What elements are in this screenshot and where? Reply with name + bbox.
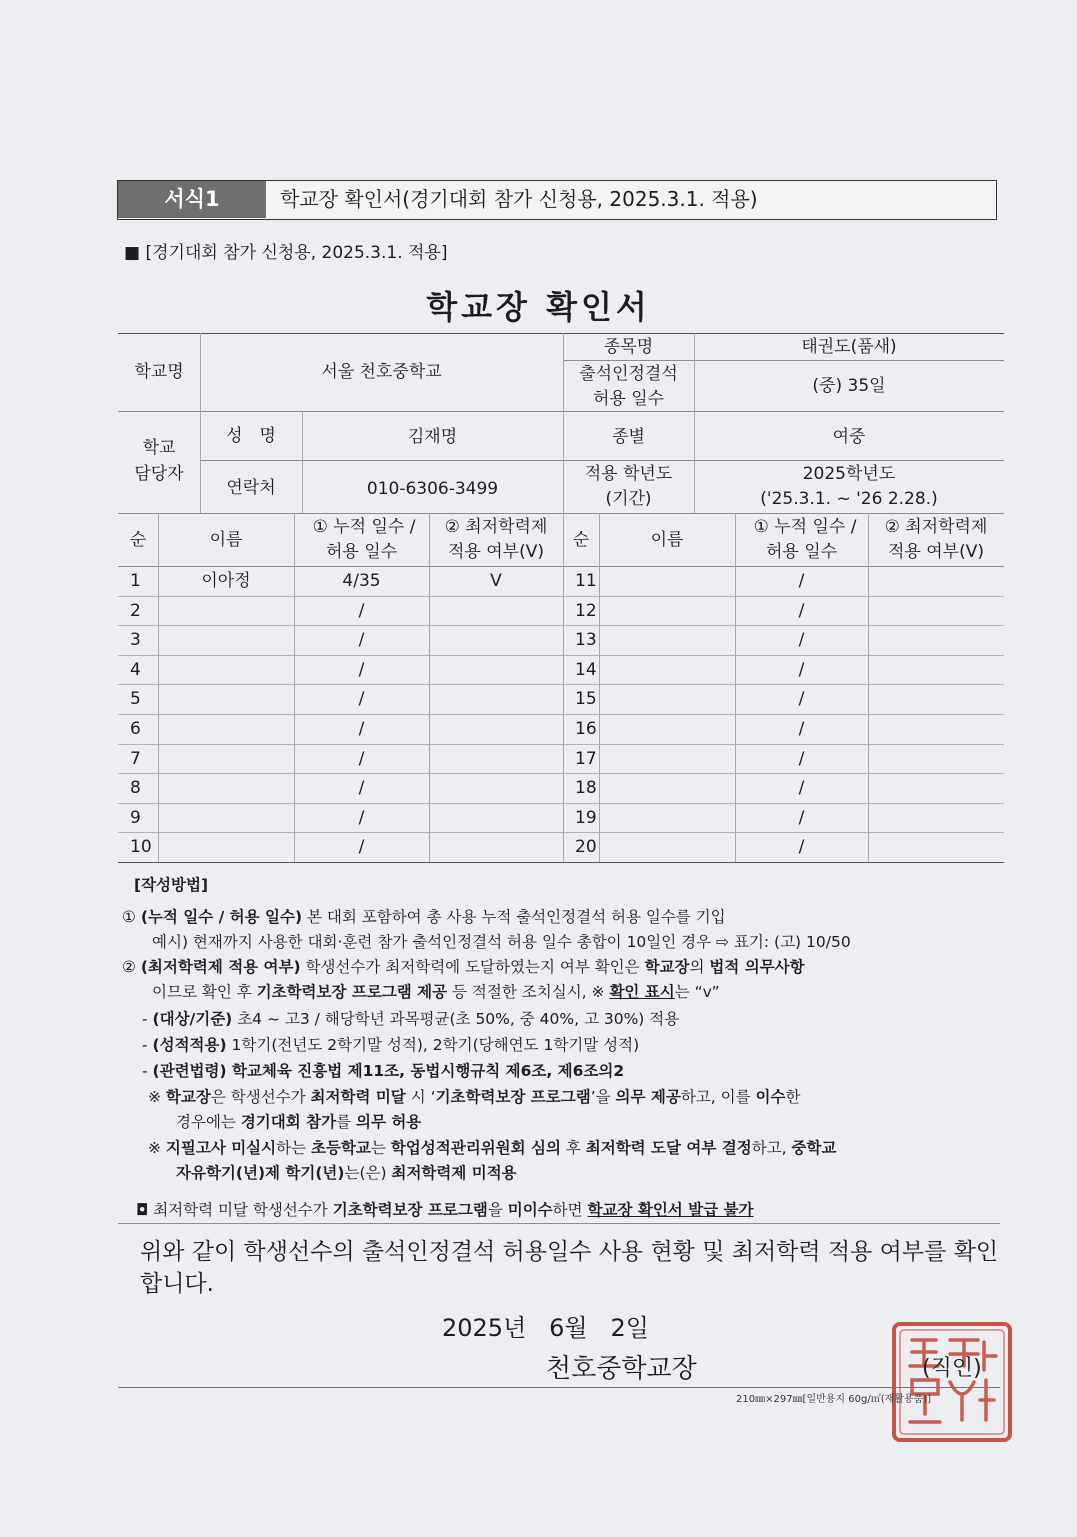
instruction-line: - (관련법령) 학교체육 진흥법 제11조, 동법시행규칙 제6조, 제6조의2 <box>142 1062 625 1080</box>
year-value-line1: 2025학년도 <box>802 464 896 484</box>
cell-no: 10 <box>130 837 152 857</box>
cell-days: / <box>798 689 805 709</box>
col-header-days-right-line1: ① 누적 일수 / <box>753 517 857 537</box>
col-header-days-left-line1: ① 누적 일수 / <box>312 517 416 537</box>
cell-no: 1 <box>130 571 141 591</box>
col-header-min-left-line1: ② 최저학력제 <box>444 517 548 537</box>
year-label-line2: (기간) <box>605 489 652 509</box>
gender-label: 종별 <box>612 427 645 447</box>
cell-min <box>868 803 1004 833</box>
cell-days: / <box>798 601 805 621</box>
cell-min <box>429 684 563 714</box>
cell-days: / <box>798 630 805 650</box>
official-seal-stamp <box>888 1318 1016 1446</box>
cell-days: 4/35 <box>342 571 381 591</box>
cell-min <box>868 714 1004 744</box>
cell-name <box>158 684 294 714</box>
cell-no: 18 <box>575 778 597 798</box>
cell-no: 13 <box>575 630 597 650</box>
col-header-min-right-line2: 적용 여부(V) <box>888 542 984 562</box>
cell-name <box>158 655 294 685</box>
manager-name-label: 성 명 <box>226 426 276 446</box>
gender-value: 여중 <box>832 427 866 447</box>
col-header-min-right-line1: ② 최저학력제 <box>884 517 988 537</box>
cell-name <box>158 596 294 626</box>
school-name-label: 학교명 <box>134 362 184 382</box>
col-header-days-left-line2: 허용 일수 <box>325 542 398 562</box>
cell-name <box>599 655 735 685</box>
manager-label-line1: 학교 <box>142 438 176 458</box>
cell-min <box>868 684 1004 714</box>
cell-min <box>429 744 563 774</box>
cell-days: / <box>358 719 365 739</box>
allowance-value: (중) 35일 <box>812 376 886 396</box>
cell-name <box>599 566 735 596</box>
cell-min <box>868 596 1004 626</box>
cell-no: 8 <box>130 778 141 798</box>
instructions-heading: [작성방법] <box>134 876 209 894</box>
cell-min <box>868 655 1004 685</box>
cell-name <box>158 773 294 803</box>
cell-days: / <box>358 778 365 798</box>
col-header-name-right: 이름 <box>650 530 684 550</box>
col-header-min-left-line2: 적용 여부(V) <box>448 542 544 562</box>
cell-name <box>599 714 735 744</box>
cell-name <box>599 744 735 774</box>
allowance-label-line1: 출석인정결석 <box>579 364 678 384</box>
form-number-tag: 서식1 <box>118 181 266 218</box>
instruction-warning: ◘ 최저학력 미달 학생선수가 기초학력보장 프로그램을 미이수하면 학교장 확인서 발급 불가 <box>136 1201 754 1219</box>
cell-name: 이아정 <box>201 571 251 591</box>
cell-no: 5 <box>130 689 141 709</box>
cell-no: 11 <box>575 571 597 591</box>
cell-no: 17 <box>575 749 597 769</box>
cell-name <box>158 625 294 655</box>
cell-min: V <box>490 571 502 591</box>
col-header-days-right-line2: 허용 일수 <box>765 542 838 562</box>
cell-name <box>158 803 294 833</box>
cell-min <box>429 714 563 744</box>
cell-no: 19 <box>575 808 597 828</box>
cell-name <box>158 832 294 862</box>
cell-min <box>429 625 563 655</box>
year-label-line1: 적용 학년도 <box>584 464 673 484</box>
cell-days: / <box>358 749 365 769</box>
cell-days: / <box>358 837 365 857</box>
cell-days: / <box>798 719 805 739</box>
seal-label: (직인) <box>922 1356 982 1381</box>
cell-name <box>599 596 735 626</box>
col-header-no-right: 순 <box>572 530 590 550</box>
cell-min <box>868 773 1004 803</box>
allowance-label-line2: 허용 일수 <box>592 389 665 409</box>
cell-name <box>599 803 735 833</box>
cell-days: / <box>358 689 365 709</box>
form-header <box>117 180 997 220</box>
instruction-line: - (성적적용) 1학기(전년도 2학기말 성적), 2학기(당해연도 1학기말 성적) <box>142 1036 640 1054</box>
cell-min <box>429 596 563 626</box>
cell-name <box>599 773 735 803</box>
cell-min <box>429 832 563 862</box>
manager-name-value: 김재명 <box>407 427 458 447</box>
instruction-line: 이므로 확인 후 기초학력보장 프로그램 제공 등 적절한 조치실시, ※ 확인 표시는 “v” <box>152 983 720 1001</box>
cell-no: 15 <box>575 689 597 709</box>
instruction-line: ※ 지필고사 미실시하는 초등학교는 학업성적관리위원회 심의 후 최저학력 도달 여부 결정하고, 중학교 <box>148 1139 837 1157</box>
col-header-no-left: 순 <box>129 530 147 550</box>
signer-title: 천호중학교장 <box>546 1354 697 1384</box>
instruction-line: 경우에는 경기대회 참가를 의무 허용 <box>176 1113 422 1131</box>
cell-min <box>868 625 1004 655</box>
instruction-line: ① (누적 일수 / 허용 일수) 본 대회 포함하여 총 사용 누적 출석인정결석 허용 일수를 기입 <box>122 908 726 926</box>
cell-no: 14 <box>575 660 597 680</box>
cell-no: 2 <box>130 601 141 621</box>
cell-days: / <box>798 749 805 769</box>
cell-days: / <box>358 601 365 621</box>
cell-min <box>429 803 563 833</box>
instruction-line: ② (최저학력제 적용 여부) 학생선수가 최저학력에 도달하였는지 여부 확인은 학교장의 법적 의무사항 <box>122 958 805 976</box>
cell-min <box>429 655 563 685</box>
cell-no: 3 <box>130 630 141 650</box>
document-title: 학교장 확인서 <box>426 288 651 326</box>
cell-days: / <box>798 808 805 828</box>
instruction-line: ※ 학교장은 학생선수가 최저학력 미달 시 ‘기초학력보장 프로그램’을 의무 제공하고, 이를 이수한 <box>148 1088 801 1106</box>
school-name-value: 서울 천호중학교 <box>321 362 442 382</box>
cell-days: / <box>798 571 805 591</box>
cell-no: 4 <box>130 660 141 680</box>
instruction-line: 자유학기(년)제 학기(년)는(은) 최저학력제 미적용 <box>176 1164 517 1182</box>
cell-no: 20 <box>575 837 597 857</box>
cell-days: / <box>358 630 365 650</box>
cell-days: / <box>798 660 805 680</box>
closing-statement: 위와 같이 학생선수의 출석인정결석 허용일수 사용 현황 및 최저학력 적용 여부를 확인합니다. <box>140 1239 999 1297</box>
instruction-line: - (대상/기준) 초4 ~ 고3 / 해당학년 과목평균(초 50%, 중 40%, 고 30%) 적용 <box>142 1010 680 1028</box>
cell-min <box>868 744 1004 774</box>
col-header-name-left: 이름 <box>209 530 243 550</box>
warning-icon: ◘ <box>136 1201 149 1219</box>
form-header-title: 학교장 확인서(경기대회 참가 신청용, 2025.3.1. 적용) <box>280 187 758 211</box>
cell-name <box>599 684 735 714</box>
contact-value: 010-6306-3499 <box>366 479 499 499</box>
cell-days: / <box>798 778 805 798</box>
cell-name <box>599 625 735 655</box>
year-value-line2: ('25.3.1. ~ '26 2.28.) <box>760 489 938 509</box>
manager-label-line2: 담당자 <box>134 464 184 484</box>
cell-no: 7 <box>130 749 141 769</box>
contact-label: 연락처 <box>226 478 276 498</box>
sub-note: ■ [경기대회 참가 신청용, 2025.3.1. 적용] <box>124 243 448 263</box>
cell-no: 16 <box>575 719 597 739</box>
cell-no: 12 <box>575 601 597 621</box>
cell-days: / <box>798 837 805 857</box>
cell-min <box>868 832 1004 862</box>
cell-name <box>599 832 735 862</box>
cell-no: 6 <box>130 719 141 739</box>
event-label: 종목명 <box>603 337 654 357</box>
cell-no: 9 <box>130 808 141 828</box>
cell-min <box>868 566 1004 596</box>
event-value: 태권도(품새) <box>801 337 897 357</box>
cell-min <box>429 773 563 803</box>
paper-spec-note: 210㎜×297㎜[일반용지 60g/㎡(재활용품)] <box>736 1394 932 1405</box>
issue-date: 2025년 6월 2일 <box>442 1314 649 1342</box>
instruction-line: 예시) 현재까지 사용한 대회·훈련 참가 출석인정결석 허용 일수 총합이 10일인 경우 ⇨ 표기: (고) 10/50 <box>152 933 851 951</box>
cell-days: / <box>358 660 365 680</box>
cell-days: / <box>358 808 365 828</box>
cell-name <box>158 744 294 774</box>
cell-name <box>158 714 294 744</box>
